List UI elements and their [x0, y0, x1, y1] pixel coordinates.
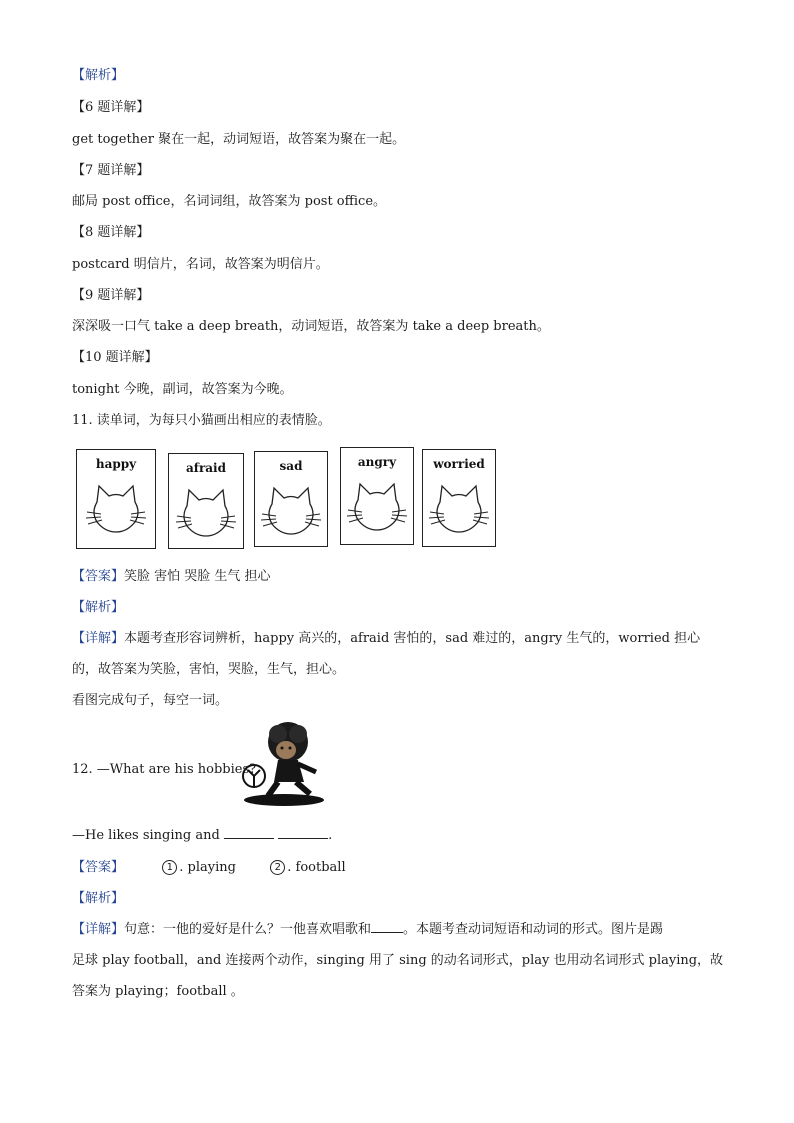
answer-blank-1[interactable]	[224, 826, 274, 839]
q12-reply	[72, 826, 332, 846]
card-word: sad	[279, 459, 303, 473]
answer-1: . playing	[179, 860, 236, 875]
detail-label: 【详解】	[72, 631, 125, 646]
cat-face-icon	[344, 478, 410, 534]
cat-card-happy	[76, 449, 156, 549]
q11-answer	[72, 567, 271, 587]
cat-face-icon	[83, 480, 149, 536]
q12-detail-line-2: 足球 play football，and 连接两个动作，singing 用了 sing 的动名词形式，play 也用动名词形式 playing，故	[72, 953, 724, 968]
card-word: happy	[95, 457, 137, 471]
q10-heading: 【10 题详解】	[72, 350, 158, 365]
q12-answer	[72, 858, 346, 878]
q12-detail-line-1	[72, 920, 663, 940]
q11-detail-line-1	[72, 629, 700, 649]
answer-label: 【答案】	[72, 569, 125, 584]
detail-text-b: 。本题考查动词短语和动词的形式。图片是踢	[403, 922, 664, 937]
q12-analysis-heading: 【解析】	[72, 891, 125, 906]
section-instruction: 看图完成句子，每空一词。	[72, 693, 229, 708]
cat-card-afraid	[168, 453, 244, 549]
detail-blank	[371, 920, 403, 933]
q7-explanation: 邮局 post office，名词词组，故答案为 post office。	[72, 194, 387, 209]
answer-2: . football	[287, 860, 346, 875]
cat-face-icon	[258, 482, 324, 538]
reply-period: .	[328, 828, 333, 843]
q11-analysis-heading: 【解析】	[72, 600, 125, 615]
q7-heading: 【7 题详解】	[72, 163, 150, 178]
q11-detail-line-2: 的，故答案为笑脸，害怕，哭脸，生气，担心。	[72, 662, 346, 677]
q6-heading: 【6 题详解】	[72, 100, 150, 115]
q10-explanation: tonight 今晚，副词，故答案为今晚。	[72, 382, 293, 397]
cat-cards	[74, 447, 504, 551]
q8-heading: 【8 题详解】	[72, 225, 150, 240]
q9-heading: 【9 题详解】	[72, 288, 150, 303]
cat-face-icon	[173, 484, 239, 540]
answer-label: 【答案】	[72, 860, 125, 875]
cat-card-sad	[254, 451, 328, 547]
card-word: worried	[433, 457, 485, 471]
analysis-heading: 【解析】	[72, 68, 125, 83]
q11-question: 11. 读单词，为每只小猫画出相应的表情脸。	[72, 413, 331, 428]
detail-text-a: 句意：一他的爱好是什么？一他喜欢唱歌和	[124, 922, 372, 937]
detail-label: 【详解】	[72, 922, 125, 937]
cat-card-worried	[422, 449, 496, 547]
cat-card-angry	[340, 447, 414, 545]
cat-face-icon	[426, 480, 492, 536]
reply-text: —He likes singing and	[72, 828, 220, 843]
circled-number-1: 1	[162, 860, 177, 875]
q9-explanation: 深深吸一口气 take a deep breath，动词短语，故答案为 take a deep breath。	[72, 319, 550, 334]
detail-text: 本题考查形容词辨析，happy 高兴的，afraid 害怕的，sad 难过的，angry 生气的，worried 担心	[124, 631, 701, 646]
q6-explanation: get together 聚在一起，动词短语，故答案为聚在一起。	[72, 132, 406, 147]
answer-blank-2[interactable]	[278, 826, 328, 839]
answer-text: 笑脸 害怕 哭脸 生气 担心	[124, 569, 271, 584]
card-word: angry	[357, 455, 397, 469]
circled-number-2: 2	[270, 860, 285, 875]
q12-question: 12. —What are his hobbies?	[72, 762, 257, 777]
q12-detail-line-3: 答案为 playing；football 。	[72, 984, 244, 999]
q8-explanation: postcard 明信片，名词，故答案为明信片。	[72, 257, 329, 272]
card-word: afraid	[186, 461, 226, 475]
